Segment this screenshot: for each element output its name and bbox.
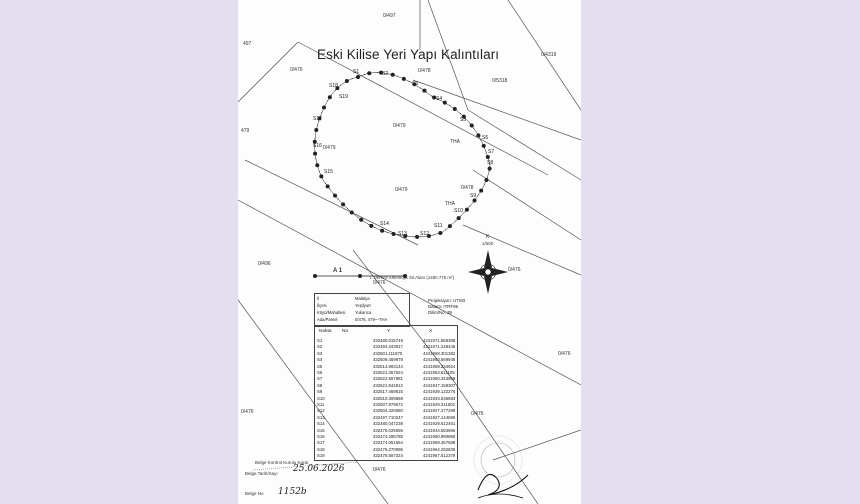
y-value: 432497.710247 bbox=[373, 414, 403, 420]
point-id: S4 bbox=[317, 357, 323, 363]
parcel-label: THA bbox=[450, 139, 460, 145]
table-row bbox=[315, 421, 457, 427]
footer-line: Belge No bbox=[245, 491, 264, 496]
station-label: S5 bbox=[460, 117, 467, 123]
x-value: 4241929.612461 bbox=[423, 421, 456, 427]
boundary-point bbox=[333, 194, 337, 198]
point-id: S18 bbox=[317, 446, 325, 452]
point-id: S14 bbox=[317, 421, 325, 427]
boundary-point bbox=[482, 144, 486, 148]
station-label: S10 bbox=[454, 208, 463, 214]
boundary-point bbox=[415, 235, 419, 239]
table-row bbox=[315, 396, 457, 402]
col-header: No bbox=[342, 329, 349, 334]
info-key: İlçesi bbox=[317, 302, 327, 308]
y-value: 432480.015749 bbox=[373, 338, 403, 343]
station-label: S14 bbox=[380, 221, 389, 227]
boundary-point bbox=[341, 202, 345, 206]
boundary-point bbox=[322, 106, 326, 110]
boundary-point bbox=[313, 152, 317, 156]
col-header: X bbox=[429, 329, 433, 334]
y-value: 432504.320080 bbox=[373, 408, 403, 414]
boundary-point bbox=[326, 184, 330, 188]
info-row bbox=[315, 316, 409, 322]
parcel-label: 0/476 bbox=[241, 409, 254, 415]
map-title: Eski Kilise Yeri Yapı Kalıntıları bbox=[317, 47, 500, 62]
point-id: S12 bbox=[317, 408, 325, 414]
station-label: S16 bbox=[313, 143, 322, 149]
legend-label: A 1 bbox=[333, 268, 343, 274]
station-label: S6 bbox=[482, 135, 489, 141]
boundary-point bbox=[359, 218, 363, 222]
x-value: 4241964.282839 bbox=[423, 446, 456, 452]
col-header: Nokta bbox=[319, 329, 332, 334]
boundary-point bbox=[438, 231, 442, 235]
coordinate-table bbox=[314, 325, 458, 461]
boundary-point bbox=[453, 107, 457, 111]
table-row bbox=[315, 440, 457, 446]
boundary-point bbox=[486, 155, 490, 159]
point-id: S17 bbox=[317, 440, 325, 446]
projection-line: Projeksiyon: UTM3 bbox=[428, 298, 466, 303]
y-value: 432507.879672 bbox=[373, 402, 403, 407]
table-row bbox=[315, 389, 457, 395]
table-row bbox=[315, 344, 457, 350]
station-label: S17 bbox=[313, 116, 322, 122]
info-row bbox=[315, 309, 409, 315]
station-label: S4 bbox=[436, 96, 443, 102]
station-label: S9 bbox=[470, 193, 477, 199]
station-label: S18 bbox=[329, 83, 338, 89]
table-row bbox=[315, 402, 457, 408]
boundary-point bbox=[315, 163, 319, 167]
zone-line: Dilim/No: 39 bbox=[428, 310, 452, 315]
point-id: S1 bbox=[317, 338, 323, 343]
point-id: S13 bbox=[317, 414, 325, 420]
parcel-label: 0/476 bbox=[290, 67, 303, 73]
point-id: S2 bbox=[317, 344, 323, 350]
boundary-point bbox=[369, 224, 373, 228]
point-id: S6 bbox=[317, 370, 323, 375]
y-value: 432521.844912 bbox=[373, 382, 403, 388]
boundary-point bbox=[473, 198, 477, 202]
parcel-label: THA bbox=[445, 201, 455, 207]
x-value: 4241953.611105 bbox=[423, 370, 455, 375]
boundary-point bbox=[392, 232, 396, 236]
info-value: 0/476, 479—THA bbox=[355, 316, 388, 322]
parcel-label: 0/479 bbox=[323, 145, 336, 151]
x-value: 4241971.558388 bbox=[423, 338, 456, 343]
info-key: Ada/Parsel bbox=[317, 316, 338, 322]
boundary-point bbox=[380, 229, 384, 233]
north-letter: K bbox=[486, 234, 490, 240]
x-value: 4241963.689948 bbox=[423, 357, 456, 363]
location-info-box bbox=[314, 293, 410, 327]
map-scale: 1/500 bbox=[482, 241, 494, 246]
parcel-label: 0/496 bbox=[258, 261, 271, 267]
y-value: 432476.025656 bbox=[373, 427, 403, 433]
datum-line: Datum: ITRF96 bbox=[428, 304, 459, 309]
boundary-point bbox=[470, 123, 474, 127]
table-row bbox=[315, 357, 457, 363]
point-id: S5 bbox=[317, 363, 323, 369]
station-label: S11 bbox=[434, 223, 443, 229]
parcel-label: 0/476 bbox=[508, 267, 521, 273]
x-value: 4241939.122276 bbox=[423, 389, 456, 395]
boundary-point bbox=[391, 73, 395, 77]
boundary-point bbox=[356, 75, 360, 79]
boundary-point bbox=[319, 174, 323, 178]
parcel-label: 0/497 bbox=[383, 13, 396, 19]
y-value: 432476.270996 bbox=[373, 446, 403, 452]
table-row bbox=[315, 428, 457, 434]
parcel-label: 0/4319 bbox=[541, 52, 557, 58]
table-row bbox=[315, 434, 457, 440]
info-value: Yeşilyurt bbox=[355, 302, 371, 308]
boundary-point bbox=[443, 101, 447, 105]
document-date: 25.06.2026 bbox=[293, 464, 345, 474]
table-row bbox=[315, 338, 457, 344]
boundary-point bbox=[476, 133, 480, 137]
boundary-point bbox=[350, 210, 354, 214]
x-value: 4241959.234924 bbox=[423, 363, 456, 369]
boundary-point bbox=[479, 189, 483, 193]
station-label: S13 bbox=[398, 231, 407, 237]
info-key: İl bbox=[317, 295, 320, 301]
y-value: 432522.557881 bbox=[373, 376, 403, 382]
parcel-label: 497 bbox=[243, 41, 252, 47]
point-id: S11 bbox=[317, 402, 325, 407]
info-value: Yukarıca bbox=[355, 309, 372, 315]
point-id: S9 bbox=[317, 389, 323, 395]
x-value: 4241947.158307 bbox=[423, 382, 456, 388]
parcel-label: 0/478 bbox=[461, 185, 474, 191]
x-value: 4241967.612379 bbox=[423, 453, 456, 459]
x-value: 4241968.301382 bbox=[423, 350, 456, 356]
x-value: 4241950.990886 bbox=[423, 434, 456, 439]
y-value: 432474.051664 bbox=[373, 440, 403, 446]
y-value: 432509.459979 bbox=[373, 357, 403, 363]
x-value: 4241929.311602 bbox=[423, 402, 455, 407]
station-label: S19 bbox=[339, 94, 348, 100]
station-label: S15 bbox=[324, 169, 333, 175]
parcel-label: 0/478 bbox=[418, 68, 431, 74]
x-value: 4241927.144686 bbox=[423, 414, 456, 420]
y-value: 432474.285785 bbox=[373, 434, 403, 439]
parcel-label: 479 bbox=[241, 128, 250, 134]
station-label: S12 bbox=[420, 231, 429, 237]
x-value: 4241944.583666 bbox=[423, 427, 456, 433]
parcel-label: 0/5318 bbox=[492, 78, 508, 84]
point-id: S19 bbox=[317, 453, 325, 459]
table-row bbox=[315, 453, 457, 459]
footer-line: Belge Kontrol Kurulu Karar bbox=[255, 460, 309, 465]
info-value: Malatya bbox=[355, 295, 370, 301]
parcel-label: 0/479 bbox=[395, 187, 408, 193]
station-label: S8 bbox=[487, 160, 494, 166]
table-row bbox=[315, 364, 457, 370]
y-value: 432493.343917 bbox=[373, 344, 403, 350]
y-value: 432510.309869 bbox=[373, 395, 403, 401]
station-label: S3 bbox=[412, 81, 419, 87]
boundary-point bbox=[484, 178, 488, 182]
parcel-label: 0/476 bbox=[373, 280, 386, 286]
x-value: 4241971.248445 bbox=[423, 344, 456, 350]
info-key: Köyü/Mahallesi bbox=[317, 309, 346, 315]
table-row bbox=[315, 415, 457, 421]
point-id: S10 bbox=[317, 395, 325, 401]
x-value: 4241933.636683 bbox=[423, 395, 456, 401]
point-id: S8 bbox=[317, 382, 323, 388]
boundary-point bbox=[314, 128, 318, 132]
y-value: 432521.367624 bbox=[373, 370, 403, 375]
point-id: S16 bbox=[317, 434, 325, 439]
parcel-label: 0/476 bbox=[373, 467, 386, 473]
boundary-point bbox=[448, 224, 452, 228]
parcel-label: 0/476 bbox=[471, 411, 484, 417]
point-id: S3 bbox=[317, 350, 323, 356]
legend-text: I. Derece Arkeolojik Sit Alanı (1480.776 m²) bbox=[370, 275, 454, 280]
info-row bbox=[315, 295, 409, 301]
map-sheet bbox=[238, 0, 581, 504]
table-row bbox=[315, 351, 457, 357]
y-value: 432476.567324 bbox=[373, 453, 403, 459]
boundary-point bbox=[402, 77, 406, 81]
projection-info bbox=[428, 298, 465, 316]
station-label: S2 bbox=[382, 71, 389, 77]
parcel-label: 0/476 bbox=[558, 351, 571, 357]
boundary-point bbox=[345, 79, 349, 83]
boundary-point bbox=[367, 71, 371, 75]
footer-line: Belge Tarih/Sayı bbox=[245, 471, 278, 476]
station-label: S7 bbox=[488, 149, 495, 155]
point-id: S7 bbox=[317, 376, 323, 382]
parcel-label: 0/479 bbox=[393, 123, 406, 129]
x-value: 4241927.277289 bbox=[423, 408, 456, 414]
y-value: 432517.469815 bbox=[373, 389, 403, 395]
y-value: 432501.111870 bbox=[373, 350, 403, 356]
boundary-point bbox=[488, 167, 492, 171]
table-row bbox=[315, 376, 457, 382]
table-row bbox=[315, 447, 457, 453]
table-row bbox=[315, 383, 457, 389]
boundary-point bbox=[457, 216, 461, 220]
x-value: 4241950.343959 bbox=[423, 376, 456, 382]
table-row bbox=[315, 408, 457, 414]
point-id: S15 bbox=[317, 427, 325, 433]
y-value: 432480.047238 bbox=[373, 421, 403, 427]
col-header: Y bbox=[387, 329, 391, 334]
info-row bbox=[315, 302, 409, 308]
table-row bbox=[315, 370, 457, 376]
document-number: 1152b bbox=[278, 487, 307, 497]
y-value: 432514.993144 bbox=[373, 363, 403, 369]
x-value: 4241958.367588 bbox=[423, 440, 456, 446]
station-label: S1 bbox=[353, 69, 360, 75]
boundary-point bbox=[422, 89, 426, 93]
boundary-point bbox=[328, 95, 332, 99]
boundary-point bbox=[465, 208, 469, 212]
